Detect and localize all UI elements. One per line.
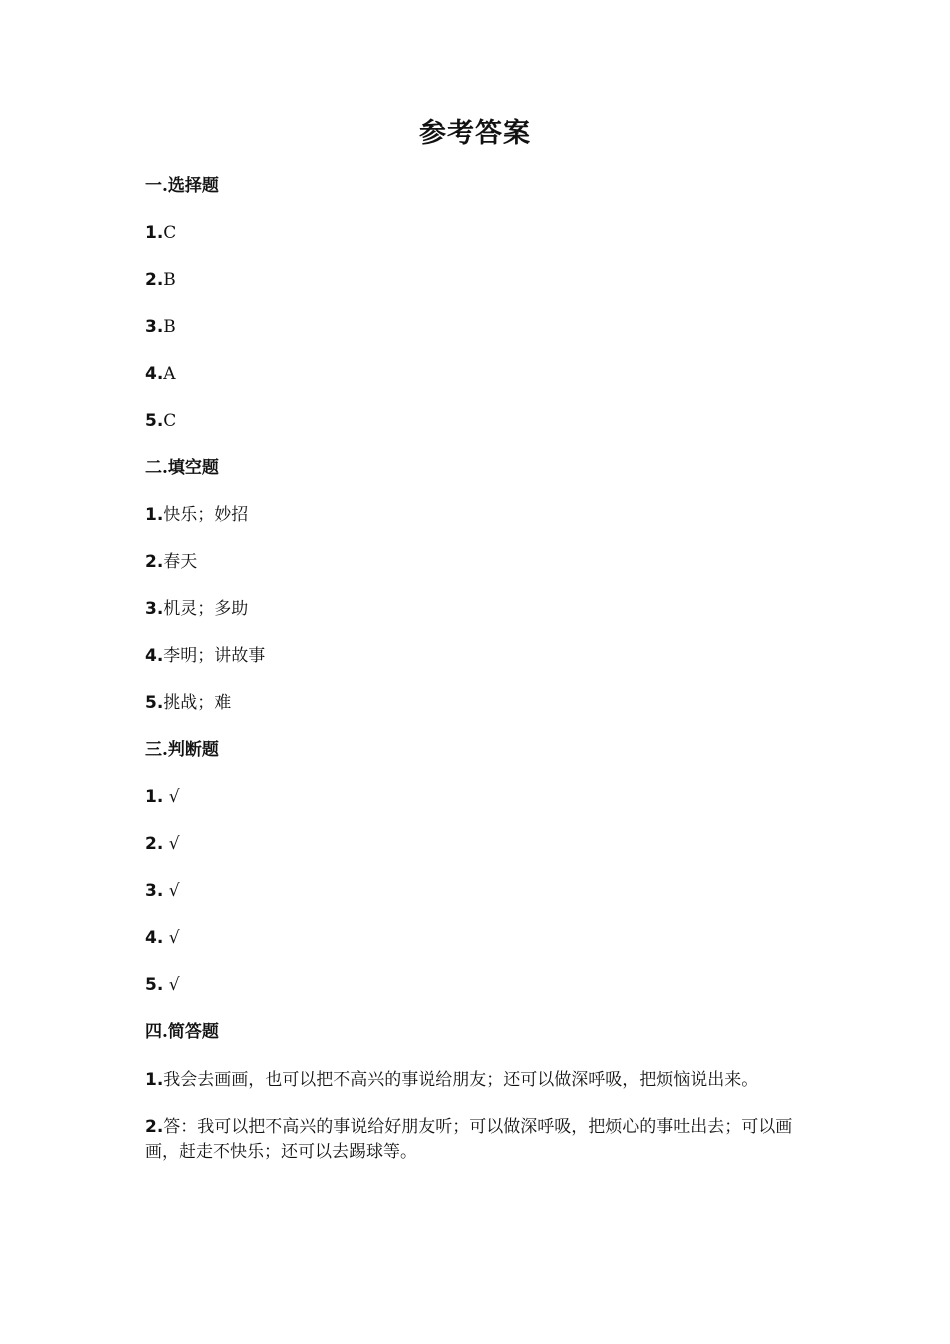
item-number: 2. <box>145 1117 164 1137</box>
list-item <box>145 1068 805 1093</box>
list-item <box>145 499 805 546</box>
item-answer: 答：我可以把不高兴的事说给好朋友听；可以做深呼吸，把烦心的事吐出去；可以画画，赶走不快乐；还可以去踢球等。 <box>145 1117 793 1162</box>
item-answer: 李明；讲故事 <box>163 646 266 666</box>
item-answer: C <box>163 223 177 243</box>
section-heading-choice: 一.选择题 <box>145 176 219 196</box>
list-item <box>145 217 805 264</box>
list-item <box>145 828 805 875</box>
list-item <box>145 311 805 358</box>
item-number: 5. <box>145 693 164 713</box>
list-item <box>145 546 805 593</box>
item-answer: B <box>163 317 176 337</box>
list-item <box>145 1115 805 1165</box>
section-heading-fill-blank: 二.填空题 <box>145 458 219 478</box>
item-answer: √ <box>168 928 180 948</box>
section-heading-true-false: 三.判断题 <box>145 740 219 760</box>
item-number: 3. <box>145 317 164 337</box>
item-number: 1. <box>145 1070 164 1090</box>
item-answer: A <box>163 364 176 384</box>
item-answer: √ <box>168 881 180 901</box>
list-item <box>145 687 805 734</box>
list-item <box>145 875 805 922</box>
item-number: 1. <box>145 223 164 243</box>
item-number: 3. <box>145 881 164 901</box>
item-number: 5. <box>145 411 164 431</box>
list-item <box>145 405 805 452</box>
list-item <box>145 358 805 405</box>
item-number: 4. <box>145 364 164 384</box>
item-number: 2. <box>145 552 164 572</box>
item-number: 3. <box>145 599 164 619</box>
item-number: 4. <box>145 928 164 948</box>
item-answer: √ <box>168 834 180 854</box>
item-number: 4. <box>145 646 164 666</box>
item-answer: 机灵；多助 <box>163 599 249 619</box>
item-number: 1. <box>145 505 164 525</box>
page-title: 参考答案 <box>419 118 531 149</box>
item-number: 5. <box>145 975 164 995</box>
item-answer: 我会去画画，也可以把不高兴的事说给朋友；还可以做深呼吸，把烦恼说出来。 <box>163 1070 759 1090</box>
list-item <box>145 781 805 828</box>
list-item <box>145 593 805 640</box>
item-answer: 快乐；妙招 <box>163 505 249 525</box>
section-heading-short-answer: 四.简答题 <box>145 1022 219 1042</box>
item-answer: 挑战；难 <box>163 693 232 713</box>
list-item <box>145 264 805 311</box>
item-number: 2. <box>145 270 164 290</box>
item-answer: 春天 <box>163 552 198 572</box>
answer-key-content <box>145 170 805 1187</box>
list-item <box>145 640 805 687</box>
list-item <box>145 922 805 969</box>
item-answer: √ <box>168 787 180 807</box>
item-number: 1. <box>145 787 164 807</box>
item-answer: B <box>163 270 176 290</box>
list-item <box>145 969 805 1016</box>
item-number: 2. <box>145 834 164 854</box>
item-answer: C <box>163 411 177 431</box>
item-answer: √ <box>168 975 180 995</box>
